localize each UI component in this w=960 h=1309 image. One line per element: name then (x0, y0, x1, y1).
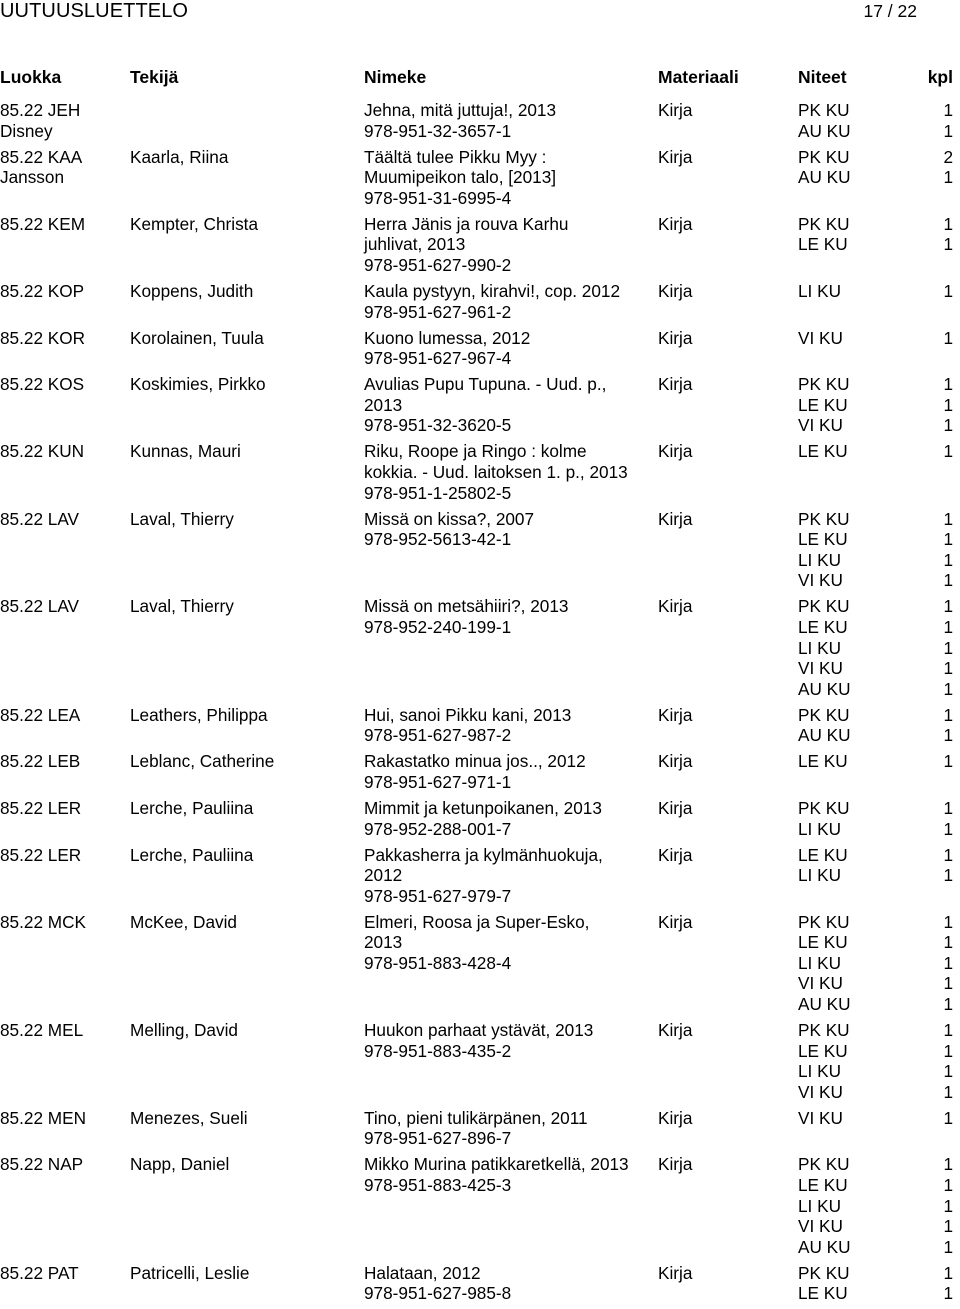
entry-count-line: 1 (943, 1175, 953, 1196)
entry-title-line: 978-951-32-3657-1 (364, 120, 512, 141)
entry-title-line: 978-951-627-961-2 (364, 301, 512, 322)
entry-count-line: 1 (943, 213, 953, 234)
entry-title-line: Riku, Roope ja Ringo : kolme (364, 441, 587, 462)
entry-count-line: 1 (943, 637, 953, 658)
entry-class (0, 509, 125, 530)
entry-class-line: 85.22 PAT (0, 1262, 79, 1283)
entry-copies-location-line: PK KU (798, 374, 850, 395)
entry-copies-location-line: LE KU (798, 234, 848, 255)
entry-copies-location-line: PK KU (798, 100, 850, 120)
entry-title-line: 2012 (364, 865, 403, 886)
entry-copies-location-line: AU KU (798, 994, 851, 1015)
column-header-materiaali: Materiaali (658, 67, 739, 87)
catalog-entry (0, 596, 960, 704)
entry-title (364, 705, 571, 746)
entry-copies-location (798, 374, 850, 436)
catalog-list (0, 100, 960, 1309)
entry-title-line: 978-951-627-967-4 (364, 348, 512, 369)
entry-title-line: 2013 (364, 394, 403, 415)
entry-count-line: 1 (943, 394, 953, 415)
entry-material: Kirja (658, 1020, 693, 1041)
entry-author: Leblanc, Catherine (130, 751, 275, 772)
entry-count-line: 1 (943, 932, 953, 953)
entry-copies-location-line: LI KU (798, 549, 841, 570)
entry-count-line: 1 (943, 973, 953, 994)
entry-author: Korolainen, Tuula (130, 327, 264, 348)
entry-count-line: 1 (943, 529, 953, 550)
entry-title (364, 912, 589, 974)
column-header-kpl: kpl (927, 67, 953, 87)
entry-author: Napp, Daniel (130, 1154, 230, 1175)
entry-count (943, 1154, 953, 1257)
entry-title (364, 374, 606, 436)
entry-copies-location-line: LE KU (798, 394, 848, 415)
entry-copies-location-line: VI KU (798, 1107, 843, 1128)
entry-title (364, 1020, 593, 1061)
entry-title (364, 596, 568, 637)
entry-material: Kirja (658, 844, 693, 865)
entry-class (0, 596, 125, 617)
entry-count-line: 1 (943, 994, 953, 1015)
entry-class-line: 85.22 MCK (0, 911, 86, 932)
entry-copies-location-line: LE KU (798, 844, 848, 865)
entry-material: Kirja (658, 911, 693, 932)
entry-count-line: 1 (943, 570, 953, 591)
entry-author: Melling, David (130, 1020, 238, 1041)
entry-count-line: 1 (943, 549, 953, 570)
entry-count-line: 1 (943, 1081, 953, 1102)
entry-copies-location-line: LE KU (798, 616, 848, 637)
entry-title-line: juhlivat, 2013 (364, 234, 466, 255)
entry-title (364, 100, 556, 141)
entry-title (364, 1263, 511, 1304)
entry-author: Koppens, Judith (130, 280, 254, 301)
entry-copies-location-line: PK KU (798, 911, 850, 932)
entry-copies-location (798, 281, 841, 302)
entry-count-line: 1 (943, 508, 953, 529)
entry-author: Lerche, Pauliina (130, 844, 254, 865)
entry-copies-location (798, 1263, 850, 1304)
entry-class-line: 85.22 JEH (0, 100, 81, 120)
entry-class-line: Jansson (0, 167, 65, 188)
entry-count-line: 1 (943, 818, 953, 839)
entry-title (364, 441, 628, 503)
entry-copies-location (798, 1108, 843, 1129)
entry-title-line: Missä on metsähiiri?, 2013 (364, 596, 569, 617)
entry-title (364, 751, 586, 792)
catalog-entry (0, 798, 960, 845)
entry-title-line: Muumipeikon talo, [2013] (364, 167, 557, 188)
entry-copies-location-line: PK KU (798, 508, 850, 529)
catalog-entry (0, 751, 960, 798)
entry-copies-location-line: VI KU (798, 327, 843, 348)
entry-copies-location-line: LE KU (798, 1283, 848, 1304)
entry-copies-location-line: LI KU (798, 952, 841, 973)
entry-copies-location (798, 441, 848, 462)
page-number: 17 / 22 (863, 1, 917, 21)
entry-class-line: 85.22 LER (0, 844, 82, 865)
entry-count-line: 1 (943, 280, 953, 301)
entry-author: Laval, Thierry (130, 508, 234, 529)
entry-count-line: 1 (943, 952, 953, 973)
entry-count-line: 1 (943, 415, 953, 436)
entry-class (0, 912, 125, 933)
entry-copies-location-line: LE KU (798, 529, 848, 550)
entry-class (0, 1108, 125, 1129)
entry-title-line: 978-951-627-896-7 (364, 1128, 512, 1149)
entry-count-line: 1 (943, 844, 953, 865)
entry-title-line: 978-951-627-985-8 (364, 1283, 512, 1304)
entry-title (364, 1154, 629, 1195)
entry-count-line: 1 (943, 1040, 953, 1061)
entry-title-line: 978-951-883-428-4 (364, 952, 512, 973)
entry-title-line: Täältä tulee Pikku Myy : (364, 146, 547, 167)
entry-copies-location (798, 328, 843, 349)
entry-count (943, 147, 953, 188)
entry-count-line: 1 (943, 374, 953, 395)
entry-material: Kirja (658, 280, 693, 301)
entry-title-line: Halataan, 2012 (364, 1262, 481, 1283)
entry-class-line: 85.22 LER (0, 797, 82, 818)
entry-copies-location (798, 705, 851, 746)
document-title: UUTUUSLUETTELO (0, 0, 189, 22)
entry-copies-location (798, 100, 851, 141)
entry-copies-location-line: PK KU (798, 1154, 850, 1175)
entry-copies-location (798, 845, 848, 886)
entry-class-line: 85.22 MEN (0, 1107, 86, 1128)
entry-title-line: 978-951-883-435-2 (364, 1040, 512, 1061)
entry-class (0, 147, 125, 188)
entry-class (0, 845, 125, 866)
entry-title-line: 978-952-5613-42-1 (364, 529, 512, 550)
entry-material: Kirja (658, 1107, 693, 1128)
entry-title-line: Kuono lumessa, 2012 (364, 327, 531, 348)
catalog-entry (0, 509, 960, 597)
entry-class (0, 281, 125, 302)
entry-count (943, 1108, 953, 1129)
entry-material: Kirja (658, 751, 693, 772)
entry-material: Kirja (658, 327, 693, 348)
entry-author: Koskimies, Pirkko (130, 374, 266, 395)
catalog-entry (0, 441, 960, 508)
entry-class-line: 85.22 LAV (0, 596, 79, 617)
column-header-niteet: Niteet (798, 67, 847, 87)
entry-copies-location-line: AU KU (798, 167, 851, 188)
entry-title (364, 845, 603, 907)
entry-copies-location-line: PK KU (798, 596, 850, 617)
entry-count-line: 1 (943, 100, 953, 120)
entry-copies-location-line: PK KU (798, 1020, 850, 1041)
entry-copies-location-line: AU KU (798, 120, 851, 141)
entry-count-line: 1 (943, 797, 953, 818)
entry-title-line: Huukon parhaat ystävät, 2013 (364, 1020, 594, 1041)
entry-copies-location (798, 912, 851, 1015)
entry-copies-location-line: VI KU (798, 1216, 843, 1237)
entry-count (943, 214, 953, 255)
entry-title-line: Mikko Murina patikkaretkellä, 2013 (364, 1154, 629, 1175)
entry-author: Kunnas, Mauri (130, 441, 241, 462)
catalog-entry (0, 328, 960, 375)
entry-count-line: 1 (943, 234, 953, 255)
entry-title-line: Avulias Pupu Tupuna. - Uud. p., (364, 374, 607, 395)
entry-title-line: 978-952-288-001-7 (364, 818, 512, 839)
entry-copies-location-line: VI KU (798, 570, 843, 591)
entry-copies-location-line: LE KU (798, 1175, 848, 1196)
entry-title (364, 281, 620, 322)
entry-count-line: 1 (943, 616, 953, 637)
entry-count (943, 751, 953, 772)
catalog-entry (0, 705, 960, 752)
entry-copies-location-line: LI KU (798, 818, 841, 839)
entry-count (943, 845, 953, 886)
entry-copies-location-line: LE KU (798, 1040, 848, 1061)
entry-material: Kirja (658, 100, 693, 120)
catalog-entry (0, 147, 960, 214)
entry-copies-location-line: LI KU (798, 637, 841, 658)
catalog-entry (0, 845, 960, 912)
column-headers (0, 66, 960, 88)
catalog-entry (0, 1154, 960, 1262)
catalog-entry (0, 1020, 960, 1108)
column-header-nimeke: Nimeke (364, 67, 427, 87)
entry-count-line: 1 (943, 441, 953, 462)
entry-copies-location-line: LI KU (798, 280, 841, 301)
entry-count-line: 1 (943, 596, 953, 617)
catalog-entry (0, 214, 960, 281)
entry-copies-location (798, 798, 850, 839)
column-header-luokka: Luokka (0, 67, 62, 87)
entry-title-line: Tino, pieni tulikärpänen, 2011 (364, 1107, 588, 1128)
entry-count-line: 1 (943, 1061, 953, 1082)
entry-copies-location-line: PK KU (798, 213, 850, 234)
entry-title-line: 2013 (364, 932, 403, 953)
entry-title-line: 978-951-627-979-7 (364, 885, 512, 906)
catalog-entry (0, 100, 960, 147)
entry-class-line: 85.22 NAP (0, 1154, 84, 1175)
entry-count (943, 328, 953, 349)
entry-copies-location-line: PK KU (798, 146, 850, 167)
entry-count (943, 441, 953, 462)
entry-author: Menezes, Sueli (130, 1107, 248, 1128)
entry-author: Kaarla, Riina (130, 146, 229, 167)
entry-count-line: 1 (943, 327, 953, 348)
entry-title-line: 978-951-883-425-3 (364, 1175, 512, 1196)
entry-class (0, 328, 125, 349)
entry-copies-location-line: LE KU (798, 932, 848, 953)
entry-title-line: 978-951-627-990-2 (364, 254, 512, 275)
entry-copies-location-line: AU KU (798, 725, 851, 746)
entry-material: Kirja (658, 374, 693, 395)
entry-title-line: Elmeri, Roosa ja Super-Esko, (364, 911, 590, 932)
entry-material: Kirja (658, 704, 693, 725)
entry-title-line: Hui, sanoi Pikku kani, 2013 (364, 704, 572, 725)
entry-class (0, 1154, 125, 1175)
entry-class-line: 85.22 LAV (0, 508, 79, 529)
entry-title-line: 978-952-240-199-1 (364, 616, 512, 637)
entry-count-line: 1 (943, 1283, 953, 1304)
entry-count-line: 1 (943, 658, 953, 679)
catalog-entry (0, 374, 960, 441)
entry-count-line: 1 (943, 1236, 953, 1257)
entry-class (0, 374, 125, 395)
entry-material: Kirja (658, 508, 693, 529)
entry-copies-location-line: LI KU (798, 865, 841, 886)
entry-copies-location-line: LE KU (798, 751, 848, 772)
entry-title-line: Kaula pystyyn, kirahvi!, cop. 2012 (364, 280, 621, 301)
entry-title (364, 328, 530, 369)
entry-count-line: 1 (943, 751, 953, 772)
entry-count-line: 1 (943, 1216, 953, 1237)
entry-count (943, 705, 953, 746)
entry-author: Kempter, Christa (130, 213, 258, 234)
entry-count-line: 1 (943, 167, 953, 188)
entry-copies-location-line: PK KU (798, 1262, 850, 1283)
entry-count (943, 912, 953, 1015)
catalog-entry (0, 912, 960, 1020)
entry-count-line: 2 (943, 146, 953, 167)
entry-title-line: Missä on kissa?, 2007 (364, 508, 535, 529)
entry-author: Leathers, Philippa (130, 704, 268, 725)
entry-material: Kirja (658, 213, 693, 234)
entry-copies-location (798, 751, 848, 772)
entry-class (0, 705, 125, 726)
entry-class-line: 85.22 KOS (0, 374, 85, 395)
entry-count-line: 1 (943, 725, 953, 746)
entry-title (364, 798, 602, 839)
catalog-entry (0, 281, 960, 328)
entry-copies-location-line: VI KU (798, 415, 843, 436)
entry-class-line: Disney (0, 120, 53, 141)
entry-count-line: 1 (943, 704, 953, 725)
entry-class-line: 85.22 KOP (0, 280, 85, 301)
entry-copies-location-line: LI KU (798, 1061, 841, 1082)
entry-copies-location (798, 509, 850, 591)
entry-title-line: 978-951-32-3620-5 (364, 415, 512, 436)
entry-copies-location (798, 147, 851, 188)
entry-count-line: 1 (943, 1020, 953, 1041)
entry-copies-location-line: AU KU (798, 678, 851, 699)
entry-class-line: 85.22 KUN (0, 441, 85, 462)
entry-copies-location-line: VI KU (798, 658, 843, 679)
entry-material: Kirja (658, 1154, 693, 1175)
entry-title-line: Mimmit ja ketunpoikanen, 2013 (364, 797, 602, 818)
entry-class (0, 214, 125, 235)
entry-count (943, 100, 953, 141)
entry-class (0, 441, 125, 462)
entry-class (0, 100, 125, 141)
entry-class-line: 85.22 LEB (0, 751, 81, 772)
entry-material: Kirja (658, 797, 693, 818)
entry-material: Kirja (658, 146, 693, 167)
entry-count (943, 596, 953, 699)
entry-copies-location-line: LI KU (798, 1195, 841, 1216)
entry-copies-location-line: VI KU (798, 1081, 843, 1102)
entry-class-line: 85.22 MEL (0, 1020, 84, 1041)
entry-copies-location (798, 1154, 851, 1257)
entry-count-line: 1 (943, 1154, 953, 1175)
entry-author: Patricelli, Leslie (130, 1262, 250, 1283)
entry-count-line: 1 (943, 678, 953, 699)
entry-copies-location-line: AU KU (798, 1236, 851, 1257)
entry-copies-location-line: VI KU (798, 973, 843, 994)
entry-title-line: 978-951-31-6995-4 (364, 187, 512, 208)
entry-count-line: 1 (943, 865, 953, 886)
entry-title (364, 214, 568, 276)
entry-copies-location (798, 1020, 850, 1102)
entry-count (943, 374, 953, 436)
entry-material: Kirja (658, 441, 693, 462)
entry-count-line: 1 (943, 911, 953, 932)
entry-title-line: 978-951-627-971-1 (364, 771, 512, 792)
entry-author: Lerche, Pauliina (130, 797, 254, 818)
catalog-entry (0, 1108, 960, 1155)
entry-title-line: Pakkasherra ja kylmänhuokuja, (364, 844, 603, 865)
entry-count (943, 1263, 953, 1304)
entry-count (943, 1020, 953, 1102)
entry-copies-location (798, 596, 851, 699)
entry-class-line: 85.22 KAA (0, 146, 83, 167)
entry-count-line: 1 (943, 120, 953, 141)
page-header (0, 0, 960, 22)
entry-copies-location-line: PK KU (798, 704, 850, 725)
entry-class (0, 798, 125, 819)
entry-title-line: Herra Jänis ja rouva Karhu (364, 213, 569, 234)
entry-title-line: 978-951-1-25802-5 (364, 482, 512, 503)
catalog-entry (0, 1263, 960, 1309)
entry-count-line: 1 (943, 1262, 953, 1283)
entry-material: Kirja (658, 1262, 693, 1283)
column-header-tekija: Tekijä (130, 67, 179, 87)
entry-class (0, 1263, 125, 1284)
entry-title-line: Rakastatko minua jos.., 2012 (364, 751, 586, 772)
entry-title-line: kokkia. - Uud. laitoksen 1. p., 2013 (364, 461, 628, 482)
entry-class (0, 751, 125, 772)
entry-title-line: Jehna, mitä juttuja!, 2013 (364, 100, 557, 120)
entry-copies-location-line: PK KU (798, 797, 850, 818)
entry-copies-location-line: LE KU (798, 441, 848, 462)
entry-author: McKee, David (130, 911, 237, 932)
entry-title (364, 147, 556, 209)
entry-count-line: 1 (943, 1195, 953, 1216)
entry-count (943, 509, 953, 591)
entry-title-line: 978-951-627-987-2 (364, 725, 512, 746)
entry-class-line: 85.22 KOR (0, 327, 86, 348)
entry-count (943, 281, 953, 302)
entry-count (943, 798, 953, 839)
entry-title (364, 1108, 588, 1149)
entry-class (0, 1020, 125, 1041)
entry-author: Laval, Thierry (130, 596, 234, 617)
entry-copies-location (798, 214, 850, 255)
entry-title (364, 509, 534, 550)
entry-class-line: 85.22 KEM (0, 213, 86, 234)
entry-material: Kirja (658, 596, 693, 617)
entry-count-line: 1 (943, 1107, 953, 1128)
entry-class-line: 85.22 LEA (0, 704, 81, 725)
